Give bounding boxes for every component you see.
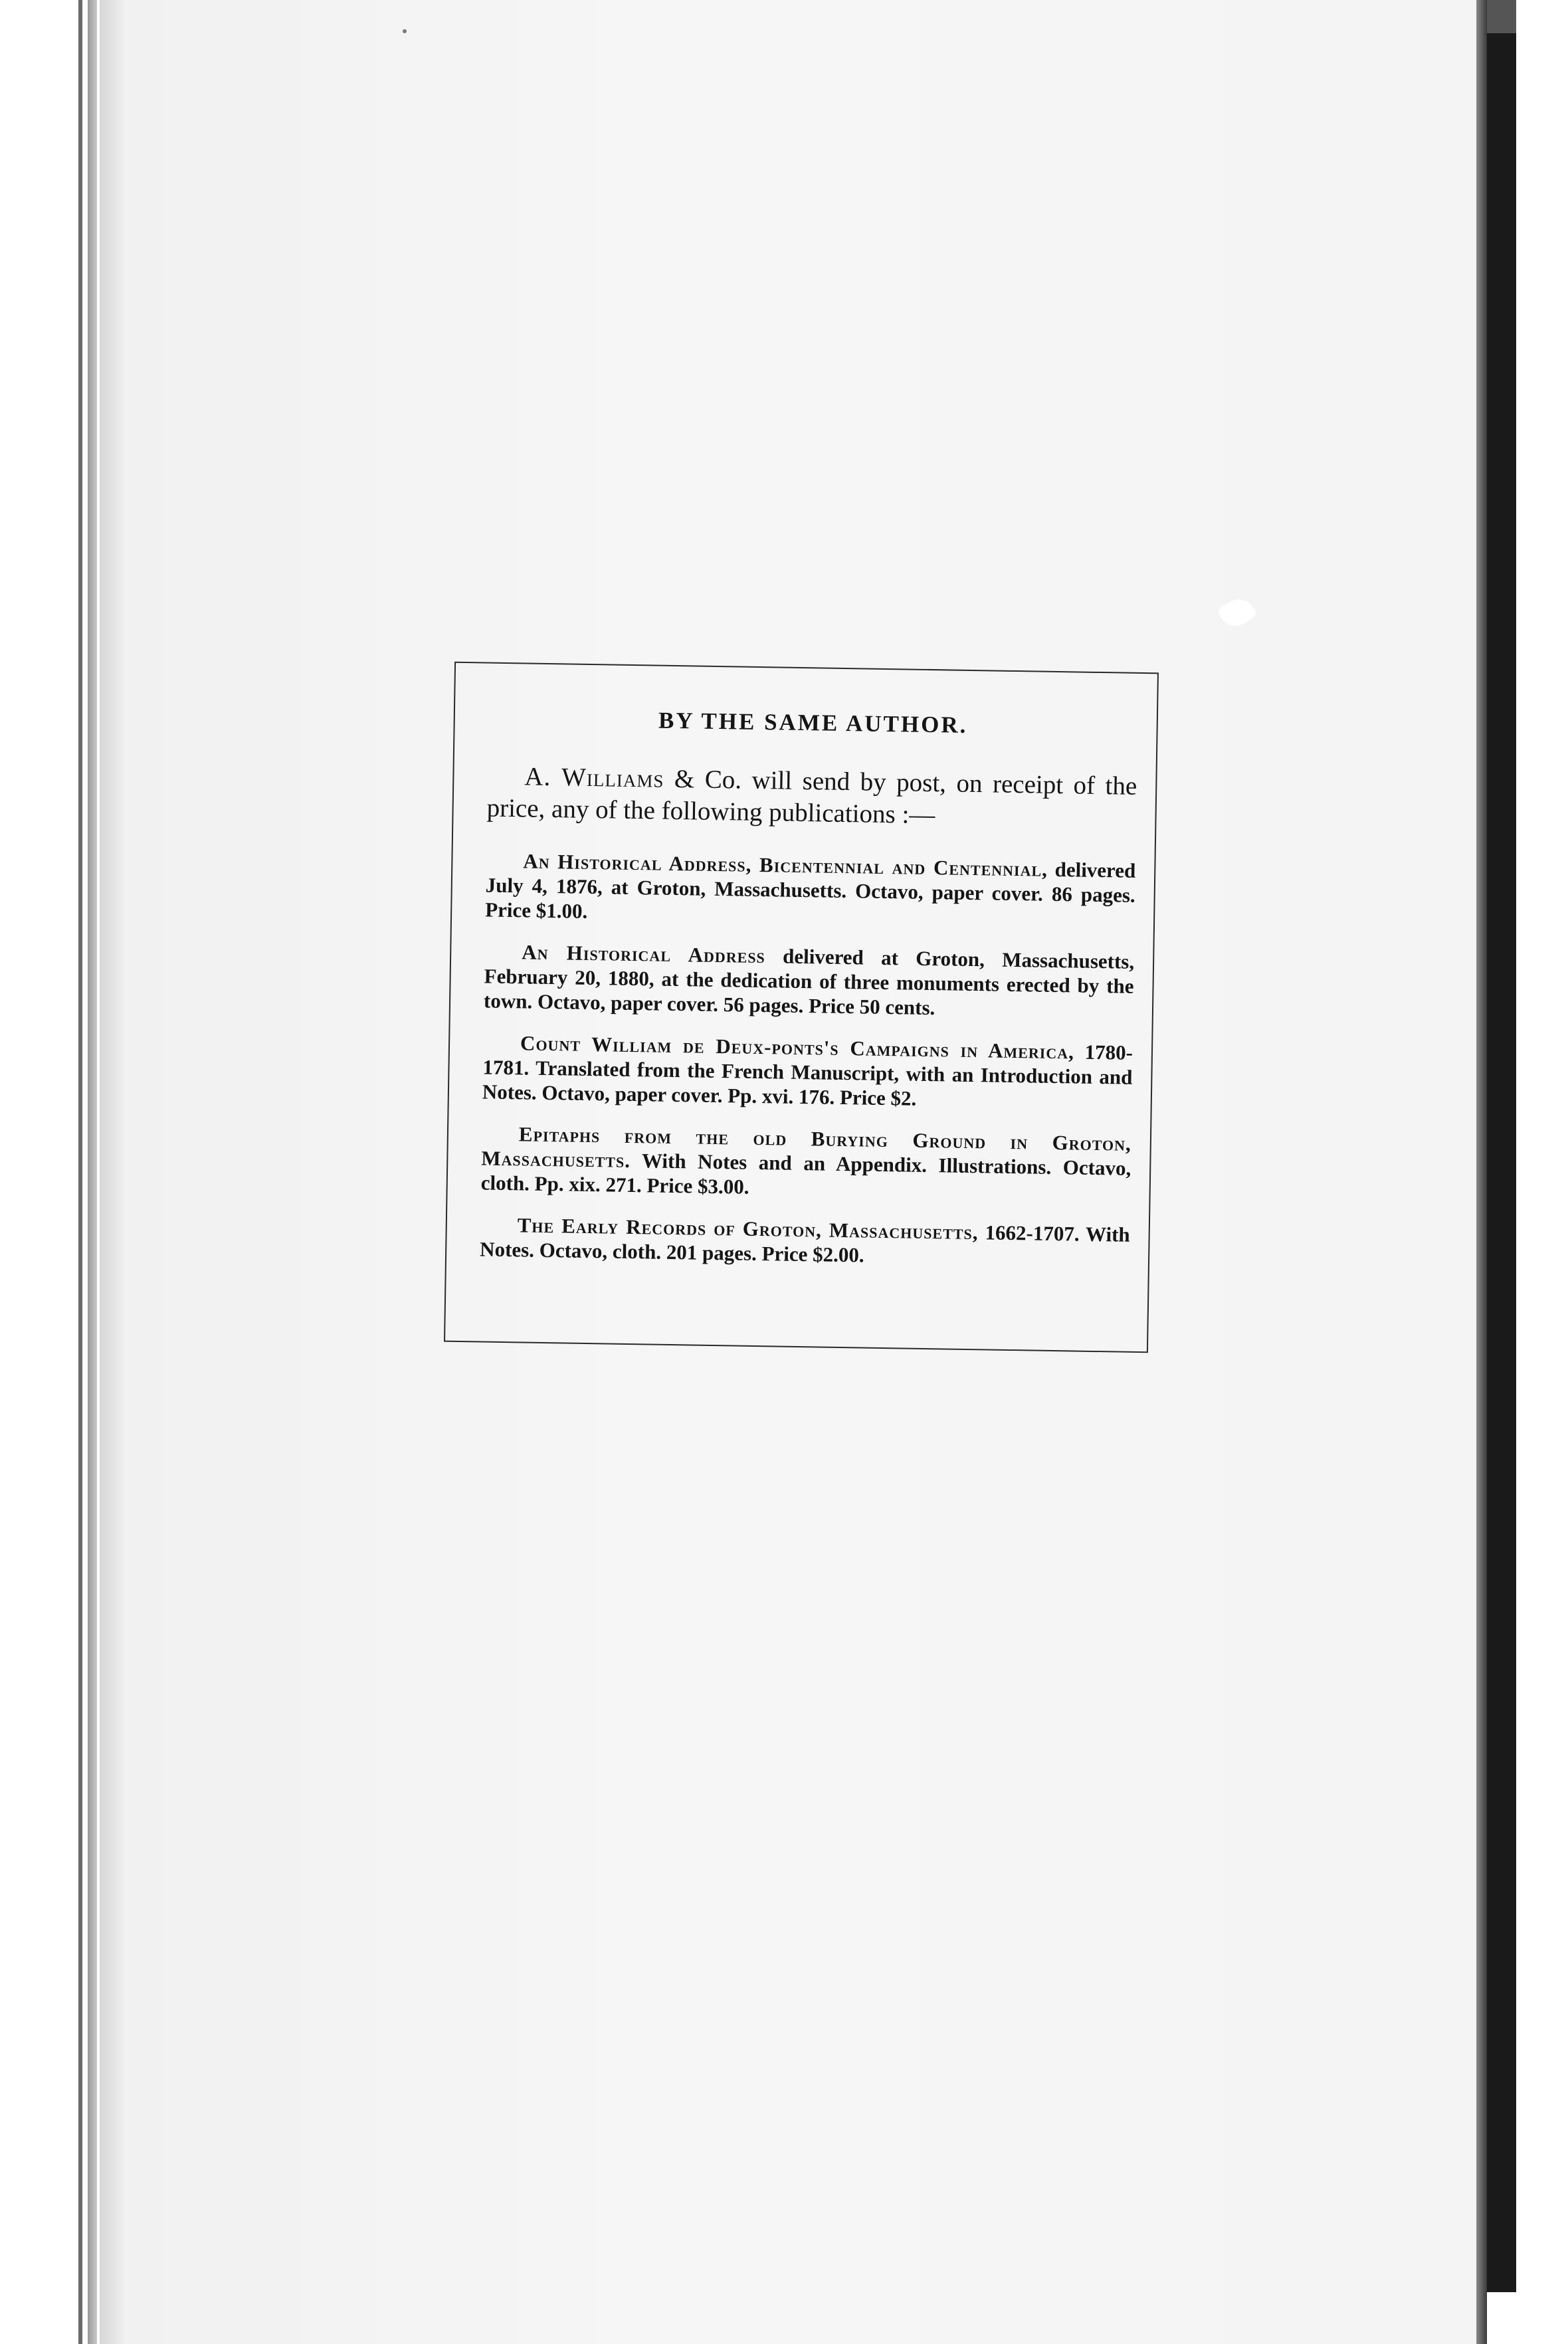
publication-title: An Historical Address, Bicentennial and Centennial, bbox=[523, 849, 1048, 881]
ad-intro bbox=[486, 761, 1137, 834]
ad-intro-text: & Co. will send by post, on receipt of the price, any of the following publications :— bbox=[486, 764, 1137, 830]
publication-details: delivered at Groton, Massachusetts, February 20, 1880, at the dedication of three monuments erected by the town. Octavo, paper cover. 56 pages. Price 50 cents. bbox=[483, 944, 1135, 1020]
publication-details: 1662-1707. With Notes. Octavo, cloth. 201 pages. Price $2.00. bbox=[479, 1221, 1130, 1267]
publication-entry bbox=[485, 848, 1136, 932]
binding-edge-line bbox=[78, 0, 82, 2344]
publication-title: The Early Records of Groton, Massachusetts, bbox=[517, 1213, 979, 1244]
publication-details: delivered July 4, 1876, at Groton, Massachusetts. Octavo, paper cover. 86 pages. Price $1.00. bbox=[484, 857, 1136, 923]
binding-edge-gradient bbox=[100, 0, 124, 2344]
binding-edge-shadow bbox=[88, 0, 97, 2344]
next-page-edge bbox=[1516, 0, 1568, 2344]
right-gutter-top bbox=[1487, 0, 1516, 33]
publication-entry bbox=[480, 1212, 1130, 1271]
right-gutter bbox=[1487, 33, 1516, 2292]
paper-dot bbox=[403, 29, 407, 33]
right-gutter-shadow bbox=[1476, 0, 1487, 2344]
advertisement-box bbox=[444, 662, 1159, 1353]
publication-details: With Notes and an Appendix. Illustrations. Octavo, cloth. Pp. xix. 271. Price $3.00. bbox=[480, 1148, 1131, 1199]
left-margin bbox=[0, 0, 100, 2344]
publication-entry bbox=[481, 1121, 1132, 1205]
publication-details: 1780-1781. Translated from the French Manuscript, with an Introduction and Notes. Octavo, paper cover. Pp. xvi. 176. Price $2. bbox=[482, 1040, 1133, 1110]
ad-heading: BY THE SAME AUTHOR. bbox=[658, 707, 968, 738]
publication-title: An Historical Address bbox=[521, 940, 766, 968]
publisher-name: A. Williams bbox=[524, 762, 664, 793]
publication-entry bbox=[484, 939, 1135, 1023]
publication-title: Count William de Deux-ponts's Campaigns in America, bbox=[520, 1031, 1075, 1064]
publication-title: Epitaphs from the old Burying Ground in Groton, Massachusetts. bbox=[481, 1122, 1132, 1172]
publication-entry bbox=[482, 1030, 1133, 1114]
